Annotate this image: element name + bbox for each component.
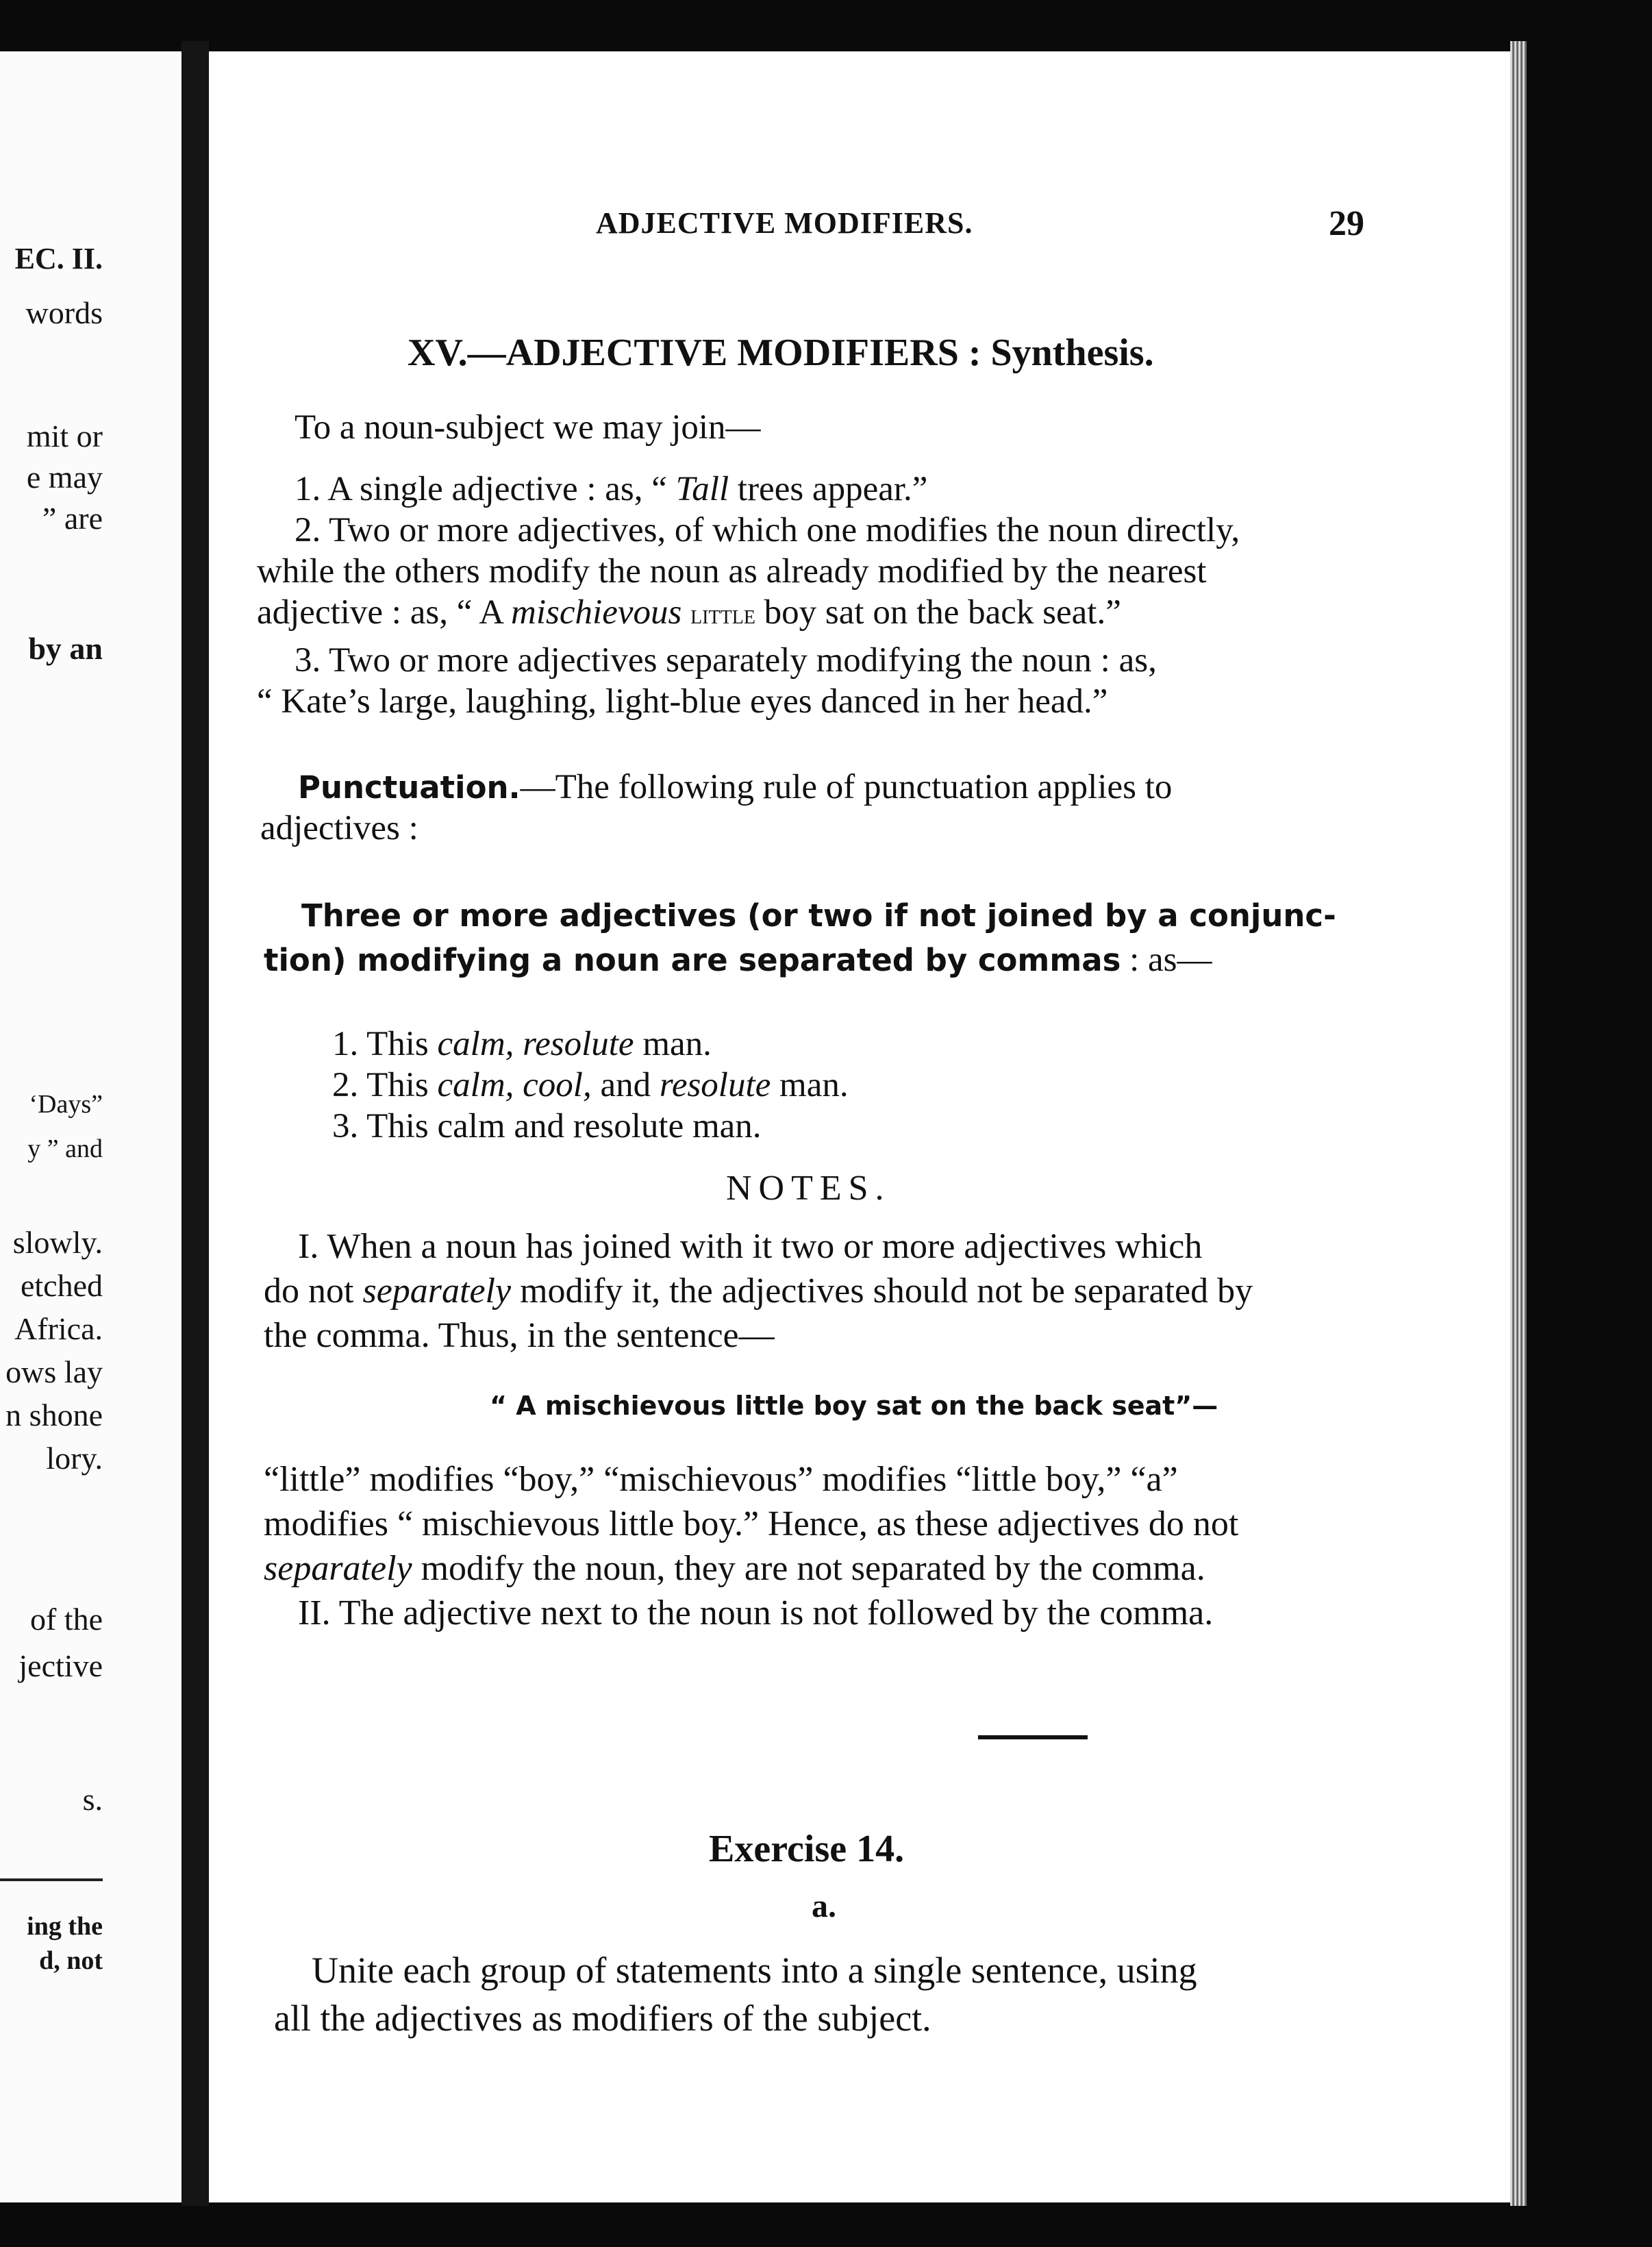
facing-page-line: Africa. <box>14 1311 103 1346</box>
example-quote: “ A mischievous little boy sat on the back seat”— <box>490 1391 1218 1421</box>
section-divider <box>978 1735 1088 1739</box>
facing-page-line: s. <box>82 1782 103 1817</box>
rule-example-2: 2. This calm, cool, and resolute man. <box>332 1066 849 1104</box>
notes-heading: NOTES. <box>726 1169 891 1208</box>
facing-page-line: n shone <box>5 1398 103 1432</box>
page-number: 29 <box>1329 204 1364 243</box>
note-1-line: I. When a noun has joined with it two or more adjectives which <box>298 1227 1203 1266</box>
note-1-line: modifies “ mischievous little boy.” Hence, as these adjectives do not <box>264 1504 1239 1543</box>
punctuation-paragraph: Punctuation.—The following rule of punctuation applies to <box>298 768 1173 806</box>
facing-page-line: by an <box>28 631 103 666</box>
facing-page-line: mit or <box>26 419 103 454</box>
facing-page-left <box>0 51 184 2202</box>
punctuation-rule: Three or more adjectives (or two if not joined by a conjunc- <box>301 897 1336 934</box>
facing-page-line: jective <box>18 1648 103 1683</box>
facing-page-line: ” are <box>42 501 103 536</box>
facing-page-header: EC. II. <box>14 242 103 275</box>
note-1-line: do not separately modify it, the adjectives should not be separated by <box>264 1271 1253 1311</box>
exercise-instruction-line: Unite each group of statements into a single sentence, using <box>312 1950 1197 1991</box>
synthesis-item-2-line: 2. Two or more adjectives, of which one modifies the noun directly, <box>295 511 1240 549</box>
section-intro: To a noun-subject we may join— <box>295 408 761 447</box>
facing-page-line: slowly. <box>12 1225 103 1260</box>
running-head: ADJECTIVE MODIFIERS. <box>596 206 973 240</box>
note-1-line: separately modify the noun, they are not separated by the comma. <box>264 1549 1205 1588</box>
scan-border-right <box>1524 0 1652 2247</box>
rule-example-1: 1. This calm, resolute man. <box>332 1025 712 1063</box>
facing-page-line: words <box>25 295 103 330</box>
exercise-heading: Exercise 14. <box>709 1828 905 1870</box>
facing-page-line: y ” and <box>27 1134 103 1163</box>
facing-page-line: lory. <box>46 1441 103 1476</box>
punctuation-rule: tion) modifying a noun are separated by commas : as— <box>264 941 1212 979</box>
facing-page-line: of the <box>29 1602 103 1637</box>
facing-page-footnote: d, not <box>39 1946 103 1975</box>
facing-page-line: e may <box>26 460 103 495</box>
facing-page-rule <box>0 1878 103 1881</box>
note-1-line: “little” modifies “boy,” “mischievous” modifies “little boy,” “a” <box>264 1460 1178 1499</box>
book-page <box>209 51 1510 2202</box>
synthesis-item-1: 1. A single adjective : as, “ Tall trees appear.” <box>295 470 928 508</box>
page-edges <box>1510 41 1527 2206</box>
facing-page-line: ows lay <box>5 1354 103 1389</box>
facing-page-footnote: ing the <box>27 1912 103 1941</box>
synthesis-item-3-line: “ Kate’s large, laughing, light-blue eyes danced in her head.” <box>257 682 1108 721</box>
section-title: XV.—ADJECTIVE MODIFIERS : Synthesis. <box>408 332 1154 374</box>
synthesis-item-2-line: while the others modify the noun as already modified by the nearest <box>257 552 1207 591</box>
punctuation-paragraph: adjectives : <box>260 809 418 847</box>
scan-border-bottom <box>0 2202 1652 2247</box>
synthesis-item-2-line: adjective : as, “ A mischievous little boy sat on the back seat.” <box>257 593 1121 632</box>
book-gutter <box>182 41 209 2206</box>
exercise-instruction-line: all the adjectives as modifiers of the subject. <box>274 1998 931 2039</box>
rule-example-3: 3. This calm and resolute man. <box>332 1107 762 1145</box>
facing-page-line: ‘Days” <box>29 1090 103 1119</box>
exercise-subheading: a. <box>812 1888 836 1924</box>
note-1-line: the comma. Thus, in the sentence— <box>264 1316 775 1355</box>
scan-border-top <box>0 0 1652 55</box>
note-2: II. The adjective next to the noun is not followed by the comma. <box>298 1593 1214 1633</box>
facing-page-line: etched <box>20 1268 103 1303</box>
synthesis-item-3-line: 3. Two or more adjectives separately modifying the noun : as, <box>295 641 1157 680</box>
